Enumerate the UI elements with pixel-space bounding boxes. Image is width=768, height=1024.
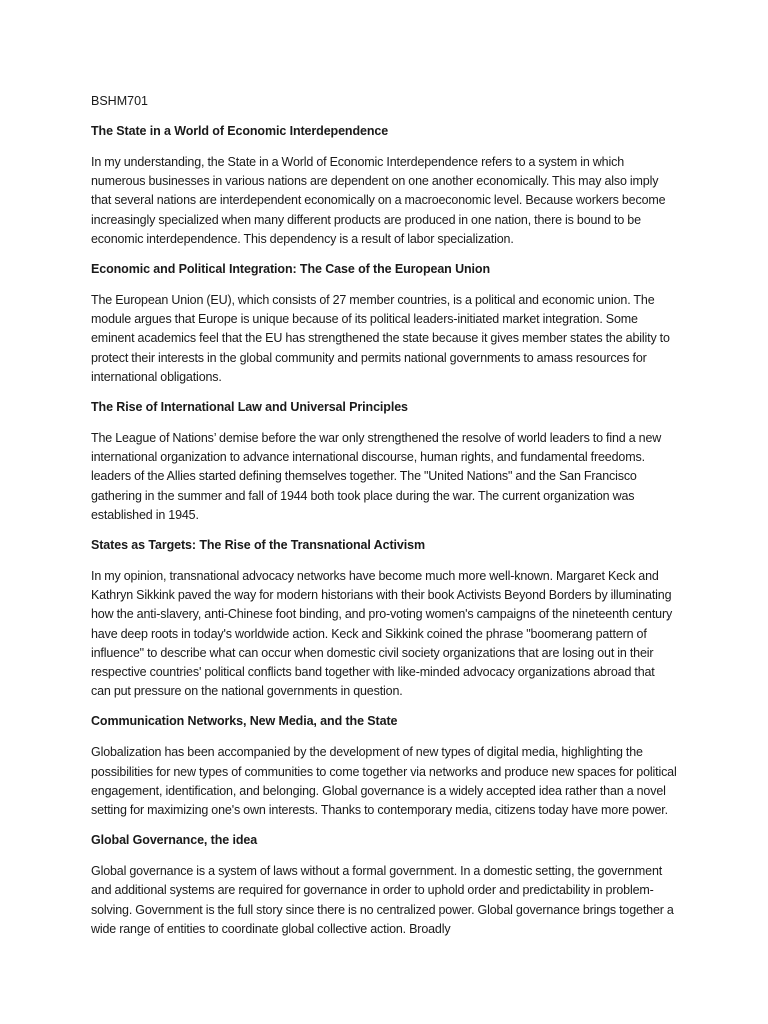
section-paragraph: In my opinion, transnational advocacy networks have become much more well-known. Margaret Keck and Kathryn Sikkink paved the way for modern historians with their book Activists Beyond Borders by illuminating how the anti-slavery, anti-Chinese foot binding, and pro-voting women's campaigns of the nineteenth century have deep roots in today's worldwide action. Keck and Sikkink coined the phrase "boomerang pattern of influence" to describe what can occur when domestic civil society organizations that are losing out in their respective countries' political conflicts band together with like-minded advocacy organizations abroad that can put pressure on the national governments in question. <box>91 569 673 699</box>
section-heading: Economic and Political Integration: The Case of the European Union <box>91 262 490 277</box>
section-global-governance <box>91 831 677 939</box>
section-european-union <box>91 260 677 387</box>
section-paragraph: The League of Nations’ demise before the war only strengthened the resolve of world leaders to find a new international organization to advance international discourse, human rights, and fundamental freedoms. leaders of the Allies started defining themselves together. The "United Nations" and the San Francisco gathering in the summer and fall of 1944 both took place during the war. The current organization was established in 1945. <box>91 431 662 522</box>
section-heading: States as Targets: The Rise of the Transnational Activism <box>91 538 425 553</box>
section-paragraph: The European Union (EU), which consists of 27 member countries, is a political and economic union. The module argues that Europe is unique because of its political leaders-initiated market integration. Some eminent academics feel that the EU has strengthened the state because it gives member states the ability to protect their interests in the global community and permits national governments to amass resources for international obligations. <box>91 293 670 384</box>
section-paragraph: In my understanding, the State in a World of Economic Interdependence refers to a system in which numerous businesses in various nations are dependent on one another economically. This may also imply that several nations are interdependent economically on a macroeconomic level. Because workers become increasingly specialized when many different products are produced in one nation, there is bound to be economic interdependence. This dependency is a result of labor specialization. <box>91 155 666 246</box>
section-communication-networks <box>91 712 677 820</box>
course-code: BSHM701 <box>91 94 148 108</box>
document-page <box>91 92 677 939</box>
section-international-law <box>91 398 677 525</box>
section-heading: Global Governance, the idea <box>91 833 258 848</box>
section-paragraph: Global governance is a system of laws without a formal government. In a domestic setting, the government and additional systems are required for governance in order to uphold order and predictability in problem-solving. Government is the full story since there is no centralized power. Global governance brings together a wide range of entities to coordinate global collective action. Broadly <box>91 864 674 936</box>
section-transnational-activism <box>91 536 677 701</box>
section-heading: Communication Networks, New Media, and the State <box>91 714 398 729</box>
section-heading: The Rise of International Law and Universal Principles <box>91 400 408 415</box>
section-paragraph: Globalization has been accompanied by the development of new types of digital media, highlighting the possibilities for new types of communities to come together via networks and produce new spaces for political engagement, identification, and belonging. Global governance is a widely accepted idea rather than a novel setting for maximizing one's own interests. Thanks to contemporary media, citizens today have more power. <box>91 745 677 818</box>
section-heading: The State in a World of Economic Interdependence <box>91 124 389 138</box>
section-economic-interdependence <box>91 122 677 249</box>
